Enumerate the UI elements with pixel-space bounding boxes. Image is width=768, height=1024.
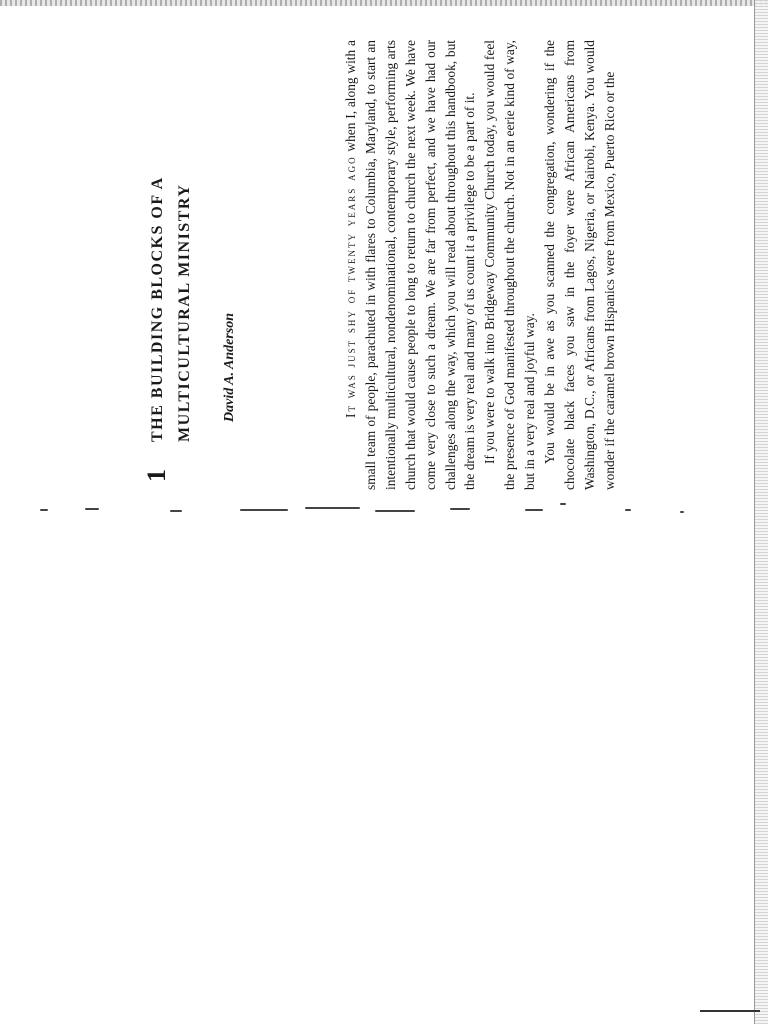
bleed-mark [85,508,99,510]
paragraph-1 [341,40,480,490]
scan-mark-bottom [700,1010,760,1012]
paragraph-2: If you were to walk into Bridgeway Community Church today, you would feel the presence of God manifested throughout the church. Not in an eerie kind of way, but in a very real and joyful way. [482,40,538,490]
bleed-mark [560,503,566,505]
author-name: David A. Anderson [222,312,237,422]
bleed-mark [450,508,470,510]
bleed-mark [305,507,360,509]
chapter-title-line-2: MULTICULTURAL MINISTRY [176,183,193,442]
opening-smallcaps: It was just shy of twenty years ago [343,155,358,418]
bleed-mark [170,510,182,512]
rotated-text-block [88,40,724,490]
bleed-mark [525,509,543,511]
bleed-through-marks [40,503,720,517]
scan-edge-line [754,0,755,1024]
body-text [341,40,620,490]
paragraph-1-text: when I, along with a small team of people, parachuted in with flares to Columbia, Maryland, to start an intentionally multicultural, nondenominational, contemporary style, performing arts church that would cause people to long to return to church the next week. We have come very close to such a dream. We are far from perfect, and we have had our challenges along the way, which you will read about throughout this handbook, but the dream is very real and many of us count it a privilege to be a part of it. [343,40,478,490]
scan-edge-top [0,0,768,6]
paragraph-3: You would be in awe as you scanned the congregation, wondering if the chocolate black faces you saw in the foyer were African Americans from Washington, D.C., or Africans from Lagos, Nigeria, or Nairobi, Kenya. You would wonder if the caramel brown Hispanics were from Mexico, Puerto Rico or the [542,40,617,490]
bleed-mark [240,509,288,511]
chapter-title-line-1: THE BUILDING BLOCKS OF A [149,176,166,442]
bleed-mark [625,509,631,511]
scan-edge-right [754,0,768,1024]
bleed-mark [40,509,48,511]
bleed-mark [375,510,415,512]
chapter-title [144,22,198,442]
bleed-mark [680,511,684,513]
chapter-number: 1 [142,468,171,482]
